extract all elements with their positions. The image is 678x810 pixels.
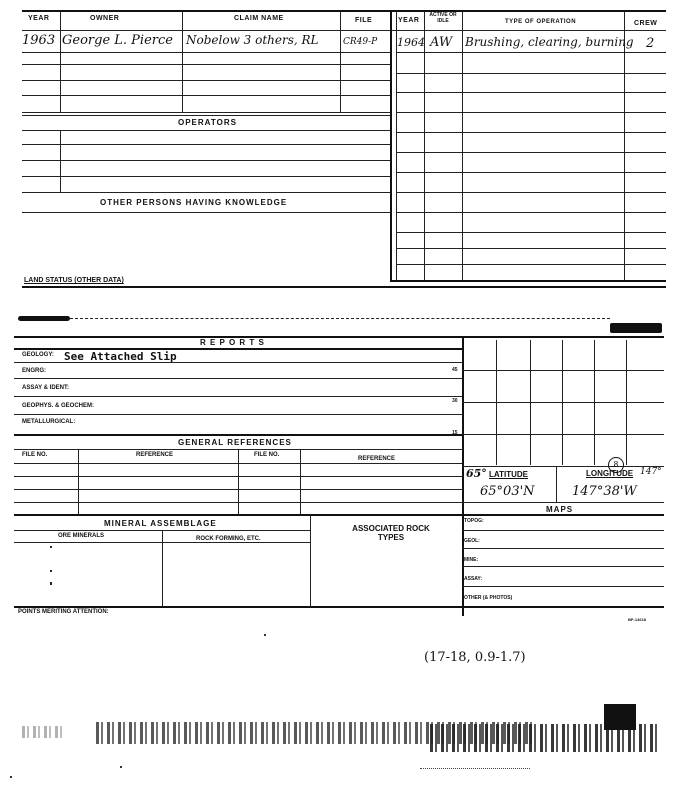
- ref-reference-1: REFERENCE: [136, 452, 174, 458]
- row-line: [14, 606, 664, 608]
- rock-forming-label: ROCK FORMING, ETC.: [196, 536, 261, 542]
- maps-title: MAPS: [546, 505, 574, 514]
- tick-mark: [50, 582, 52, 585]
- row-line: [22, 176, 390, 177]
- row-line: [14, 378, 462, 379]
- row-line: [396, 172, 666, 173]
- grid-row: [462, 370, 664, 371]
- col-divider: [182, 12, 183, 112]
- header-line: [22, 30, 666, 31]
- row-line: [14, 489, 462, 490]
- row-line: [22, 130, 390, 131]
- row-line: [396, 92, 666, 93]
- header-file: FILE: [355, 17, 373, 24]
- speck: [264, 634, 266, 636]
- claim-work-year: 1964: [397, 36, 425, 49]
- row-line: [462, 530, 664, 531]
- metallurgical-label: METALLURGICAL:: [22, 419, 76, 425]
- longitude-degrees: 147°: [640, 467, 662, 477]
- form-number: BP-14618: [628, 617, 647, 622]
- scan-mark: [610, 323, 662, 333]
- row-line: [462, 566, 664, 567]
- latitude-value: 65°03'N: [480, 484, 535, 499]
- operators-title: OPERATORS: [178, 118, 237, 127]
- row-line: [14, 514, 664, 516]
- row-line: [22, 212, 390, 213]
- grid-row: [462, 434, 664, 435]
- geophys-label: GEOPHYS. & GEOCHEM:: [22, 403, 95, 409]
- associated-rock-types-title: ASSOCIATED ROCK TYPES: [352, 524, 430, 542]
- ruler-mark-45: 45: [452, 367, 458, 373]
- row-line: [14, 502, 462, 503]
- ore-minerals-label: ORE MINERALS: [58, 533, 105, 539]
- row-line: [14, 396, 462, 397]
- row-line: [14, 414, 462, 415]
- row-line: [22, 144, 390, 145]
- row-line: [390, 280, 666, 282]
- longitude-value: 147°38'W: [572, 484, 637, 499]
- row-line: [22, 52, 390, 53]
- row-line: [396, 232, 666, 233]
- col-divider: [390, 10, 392, 280]
- reports-title: R E P O R T S: [200, 338, 265, 347]
- latitude-label: LATITUDE: [489, 470, 529, 479]
- maps-geol-label: GEOL:: [464, 538, 480, 544]
- row-line: [396, 112, 666, 113]
- col-divider: [340, 12, 341, 112]
- row-line: [14, 362, 462, 363]
- claim-crew: 2: [646, 36, 655, 51]
- ref-file-no-1: FILE NO.: [22, 452, 48, 458]
- maps-other-label: OTHER (& PHOTOS): [464, 595, 513, 601]
- ref-file-no-2: FILE NO.: [254, 452, 280, 458]
- ruler-mark-30: 30: [452, 398, 458, 404]
- row-line: [22, 115, 390, 116]
- mineral-assemblage-title: MINERAL ASSEMBLAGE: [104, 519, 217, 528]
- row-line: [396, 132, 666, 133]
- scan-mark: [18, 316, 70, 321]
- col-divider: [300, 449, 301, 514]
- points-meriting-attention-label: POINTS MERITING ATTENTION:: [18, 609, 109, 615]
- col-divider: [60, 130, 61, 192]
- col-divider: [78, 449, 79, 514]
- claim-file: CR49-P: [343, 37, 378, 47]
- row-line: [462, 502, 664, 503]
- general-references-title: GENERAL REFERENCES: [178, 438, 292, 447]
- maps-assay-label: ASSAY:: [464, 576, 483, 582]
- latitude-header: [466, 467, 528, 480]
- row-line: [396, 73, 666, 74]
- row-line: [396, 212, 666, 213]
- section-top-line: [14, 336, 664, 338]
- row-line: [22, 160, 390, 161]
- ruler-mark-15: 15: [452, 430, 458, 436]
- row-line: [396, 264, 666, 265]
- section-line: [22, 286, 666, 288]
- claim-name: Nobelow 3 others, RL: [186, 33, 319, 47]
- header-crew: CREW: [634, 20, 658, 27]
- row-line: [22, 80, 390, 81]
- col-divider: [310, 514, 311, 606]
- col-divider: [162, 530, 163, 606]
- speck: [120, 766, 122, 768]
- claim-year: 1963: [22, 33, 56, 48]
- row-line: [22, 112, 390, 113]
- tick-mark: [50, 546, 52, 548]
- scan-noise-line: [420, 768, 530, 771]
- row-line: [396, 192, 666, 193]
- handwritten-note: (17-18, 0.9-1.7): [424, 650, 526, 665]
- ref-reference-2: REFERENCE: [358, 456, 396, 462]
- latitude-degrees: 65°: [466, 467, 487, 480]
- row-line: [396, 52, 666, 53]
- header-work-year: YEAR: [398, 17, 420, 24]
- scan-noise: [22, 726, 62, 738]
- col-divider: [60, 12, 61, 112]
- claim-active-or-idle: AW: [430, 35, 453, 50]
- circled-mark: 8: [608, 457, 624, 473]
- row-line: [22, 64, 390, 65]
- engrg-label: ENGRG:: [22, 368, 46, 374]
- row-line: [22, 192, 390, 193]
- maps-topog-label: TOPOG:: [464, 518, 484, 524]
- claim-owner: George L. Pierce: [62, 33, 173, 48]
- tick-mark: [50, 570, 52, 572]
- row-line: [462, 586, 664, 587]
- dashed-divider: [70, 318, 610, 319]
- grid-row: [462, 402, 664, 403]
- speck: [10, 776, 12, 778]
- header-active-or-idle: ACTIVE OR IDLE: [429, 12, 457, 24]
- claim-type-of-operation: Brushing, clearing, burning: [465, 35, 634, 49]
- geology-value: See Attached Slip: [64, 350, 177, 363]
- row-line: [14, 476, 462, 477]
- header-year: YEAR: [28, 15, 50, 22]
- row-line: [396, 152, 666, 153]
- col-divider: [462, 336, 464, 616]
- col-divider: [556, 466, 557, 502]
- header-type-of-operation: TYPE OF OPERATION: [505, 19, 577, 25]
- row-line: [14, 463, 462, 464]
- maps-mine-label: MINE:: [464, 557, 479, 563]
- assay-label: ASSAY & IDENT:: [22, 385, 70, 391]
- header-owner: OWNER: [90, 15, 120, 22]
- land-status-label: LAND STATUS (OTHER DATA): [24, 277, 124, 284]
- row-line: [14, 434, 462, 436]
- other-persons-title: OTHER PERSONS HAVING KNOWLEDGE: [100, 198, 288, 207]
- row-line: [22, 95, 390, 96]
- geology-label: GEOLOGY:: [22, 352, 54, 358]
- header-claim-name: CLAIM NAME: [234, 15, 284, 22]
- row-line: [462, 548, 664, 549]
- longitude-label: LONGITUDE: [586, 469, 634, 478]
- row-line: [396, 248, 666, 249]
- scan-mark: [604, 704, 636, 730]
- top-border: [22, 10, 666, 12]
- col-divider: [238, 449, 239, 514]
